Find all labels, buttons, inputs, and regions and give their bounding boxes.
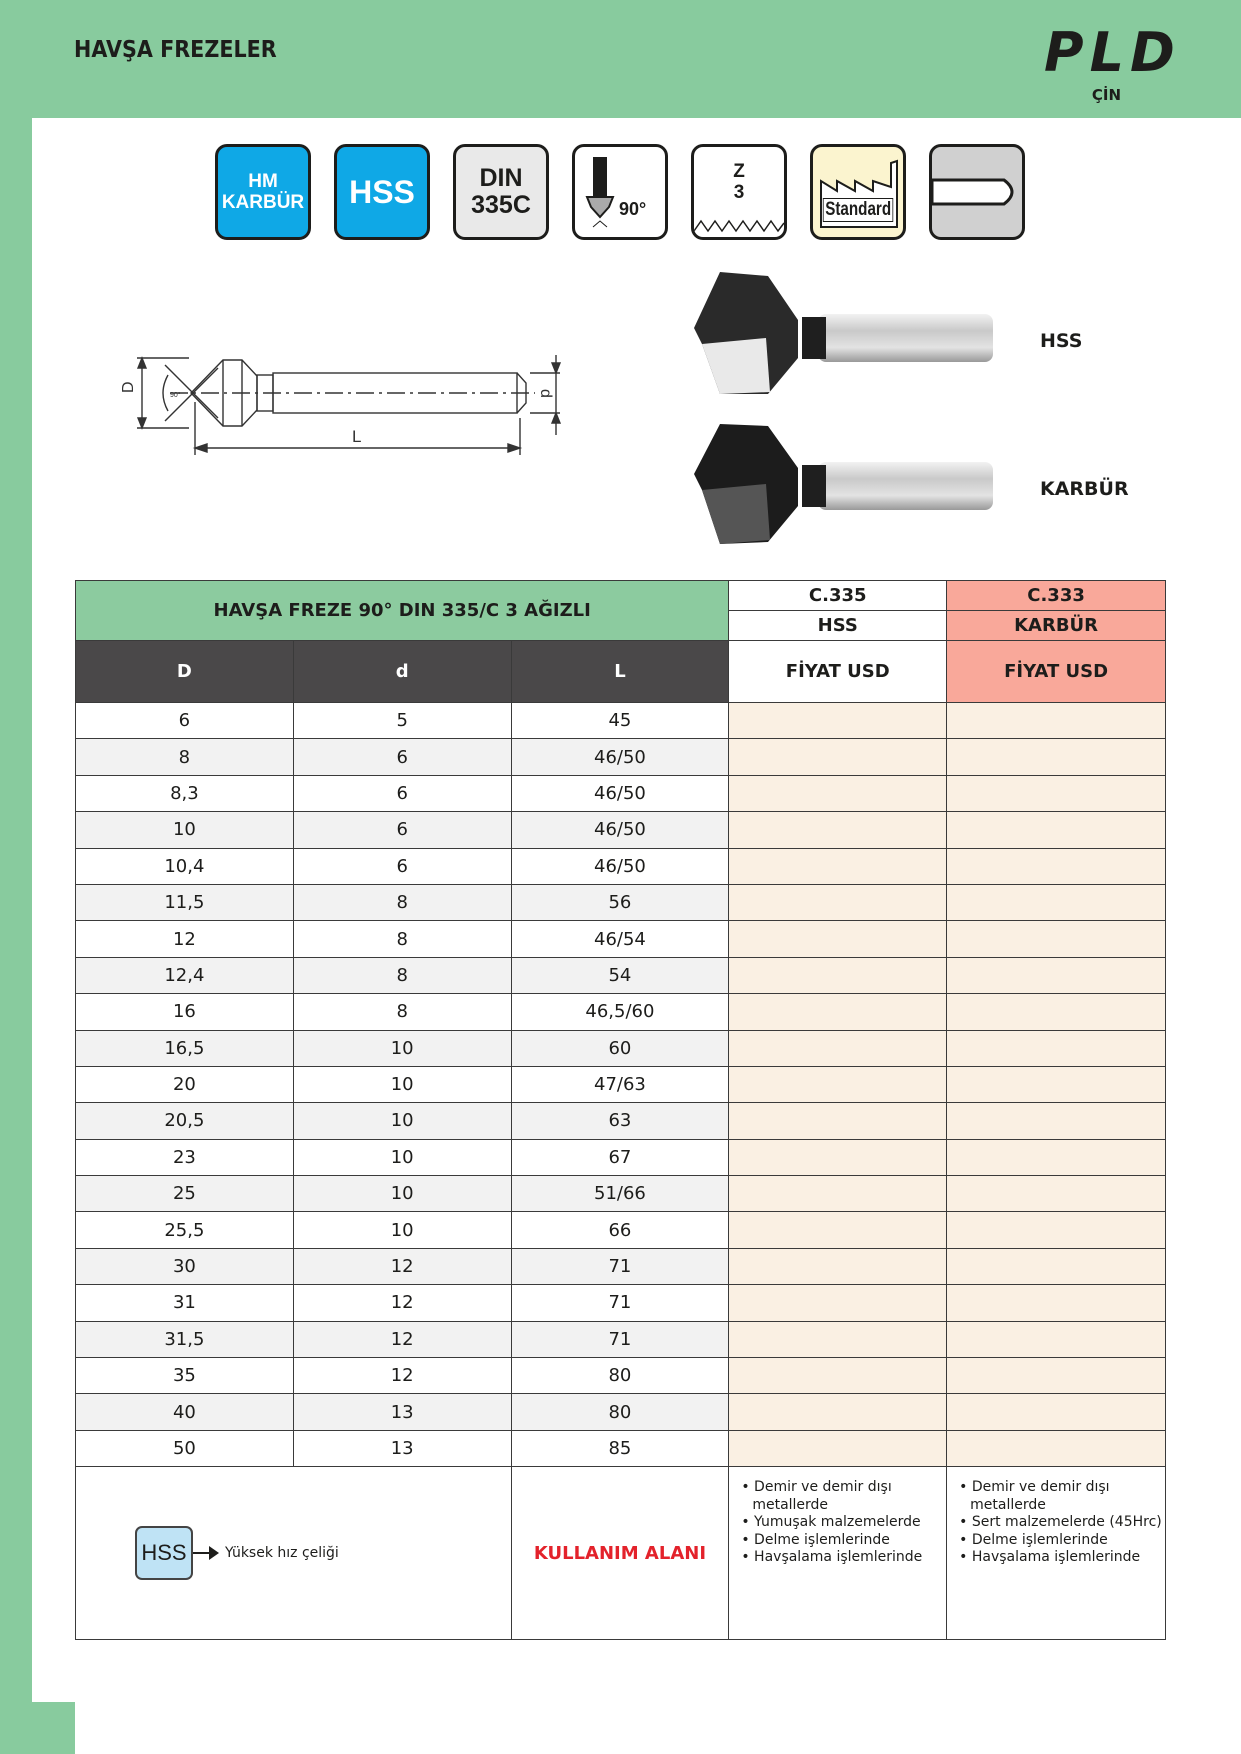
cell-L: 60 bbox=[511, 1030, 729, 1066]
cell-D: 35 bbox=[76, 1358, 294, 1394]
price-cell-karbur bbox=[947, 1030, 1166, 1066]
column-header-d: d bbox=[293, 641, 511, 703]
cell-D: 40 bbox=[76, 1394, 294, 1430]
usage-item: • Havşalama işlemlerinde bbox=[959, 1549, 1165, 1567]
table-row bbox=[76, 921, 1166, 957]
price-cell-karbur bbox=[947, 1285, 1166, 1321]
cell-D: 12 bbox=[76, 921, 294, 957]
cell-D: 6 bbox=[76, 703, 294, 739]
cell-D: 25 bbox=[76, 1176, 294, 1212]
diagram-label-L: L bbox=[352, 427, 362, 446]
usage-item: • Yumuşak malzemelerde bbox=[741, 1514, 946, 1532]
column-header-L: L bbox=[511, 641, 729, 703]
table-row bbox=[76, 1321, 1166, 1357]
cell-L: 46/50 bbox=[511, 812, 729, 848]
cell-d: 8 bbox=[293, 994, 511, 1030]
cell-d: 12 bbox=[293, 1285, 511, 1321]
price-cell-hss bbox=[729, 848, 947, 884]
cell-d: 10 bbox=[293, 1176, 511, 1212]
table-row bbox=[76, 957, 1166, 993]
price-cell-hss bbox=[729, 703, 947, 739]
cell-d: 12 bbox=[293, 1248, 511, 1284]
price-cell-karbur bbox=[947, 994, 1166, 1030]
cell-D: 50 bbox=[76, 1430, 294, 1466]
hss-price-header: FİYAT USD bbox=[729, 641, 947, 703]
price-cell-karbur bbox=[947, 921, 1166, 957]
cell-D: 8,3 bbox=[76, 775, 294, 811]
teeth-glyph bbox=[694, 217, 784, 233]
cell-L: 80 bbox=[511, 1358, 729, 1394]
din-335c-icon: DIN 335C bbox=[453, 144, 549, 240]
left-band bbox=[0, 0, 32, 1754]
cell-L: 71 bbox=[511, 1321, 729, 1357]
cell-L: 46/50 bbox=[511, 739, 729, 775]
price-cell-karbur bbox=[947, 1066, 1166, 1102]
cell-d: 10 bbox=[293, 1030, 511, 1066]
cell-D: 20 bbox=[76, 1066, 294, 1102]
usage-hss-list bbox=[729, 1467, 946, 1567]
cell-d: 12 bbox=[293, 1358, 511, 1394]
cell-L: 46/54 bbox=[511, 921, 729, 957]
hss-icon: HSS bbox=[334, 144, 430, 240]
usage-item: • Demir ve demir dışı metallerde bbox=[959, 1479, 1165, 1514]
cell-d: 10 bbox=[293, 1139, 511, 1175]
cell-d: 5 bbox=[293, 703, 511, 739]
price-cell-hss bbox=[729, 1103, 947, 1139]
page-title: HAVŞA FREZELER bbox=[74, 37, 277, 63]
table-row bbox=[76, 1066, 1166, 1102]
hss-code: C.335 bbox=[729, 581, 947, 611]
cell-d: 8 bbox=[293, 957, 511, 993]
diagram-label-D: D bbox=[120, 381, 137, 393]
cell-D: 31,5 bbox=[76, 1321, 294, 1357]
cell-d: 6 bbox=[293, 775, 511, 811]
price-cell-karbur bbox=[947, 739, 1166, 775]
price-cell-karbur bbox=[947, 1103, 1166, 1139]
cell-D: 20,5 bbox=[76, 1103, 294, 1139]
feature-icons bbox=[215, 144, 1025, 240]
cell-d: 10 bbox=[293, 1103, 511, 1139]
cell-L: 67 bbox=[511, 1139, 729, 1175]
brand-country: ÇİN bbox=[1091, 86, 1122, 104]
price-cell-karbur bbox=[947, 1139, 1166, 1175]
usage-item: • Delme işlemlerinde bbox=[959, 1532, 1165, 1550]
cell-D: 25,5 bbox=[76, 1212, 294, 1248]
angle-90-icon: 90° bbox=[572, 144, 668, 240]
usage-item: • Delme işlemlerinde bbox=[741, 1532, 946, 1550]
usage-karbur-list bbox=[947, 1467, 1165, 1567]
cell-D: 11,5 bbox=[76, 884, 294, 920]
brand-logo: PLD bbox=[1044, 21, 1181, 84]
flutes-z3-icon: Z 3 bbox=[691, 144, 787, 240]
price-cell-hss bbox=[729, 1030, 947, 1066]
price-cell-karbur bbox=[947, 957, 1166, 993]
price-cell-karbur bbox=[947, 1394, 1166, 1430]
price-cell-karbur bbox=[947, 775, 1166, 811]
price-cell-karbur bbox=[947, 1321, 1166, 1357]
shank-glyph bbox=[932, 172, 1022, 212]
price-cell-hss bbox=[729, 775, 947, 811]
price-cell-karbur bbox=[947, 1212, 1166, 1248]
footer-tab bbox=[0, 1702, 75, 1754]
factory-glyph bbox=[813, 147, 903, 237]
price-cell-karbur bbox=[947, 812, 1166, 848]
usage-item: • Sert malzemelerde (45Hrc) bbox=[959, 1514, 1165, 1532]
price-cell-hss bbox=[729, 1358, 947, 1394]
cell-D: 31 bbox=[76, 1285, 294, 1321]
karbur-tool-photo bbox=[690, 420, 1010, 550]
column-header-D: D bbox=[76, 641, 294, 703]
price-cell-karbur bbox=[947, 703, 1166, 739]
spec-table bbox=[75, 580, 1166, 1640]
cell-D: 16 bbox=[76, 994, 294, 1030]
table-row bbox=[76, 1285, 1166, 1321]
price-cell-karbur bbox=[947, 848, 1166, 884]
cell-d: 8 bbox=[293, 921, 511, 957]
price-cell-hss bbox=[729, 1176, 947, 1212]
cell-D: 10 bbox=[76, 812, 294, 848]
price-cell-karbur bbox=[947, 1358, 1166, 1394]
hm-karbur-icon: HM KARBÜR bbox=[215, 144, 311, 240]
cell-L: 51/66 bbox=[511, 1176, 729, 1212]
table-row bbox=[76, 1430, 1166, 1466]
price-cell-hss bbox=[729, 812, 947, 848]
cell-d: 10 bbox=[293, 1212, 511, 1248]
cell-L: 46/50 bbox=[511, 848, 729, 884]
hss-material: HSS bbox=[729, 611, 947, 641]
karbur-price-header: FİYAT USD bbox=[947, 641, 1166, 703]
table-row bbox=[76, 1030, 1166, 1066]
table-row bbox=[76, 848, 1166, 884]
cell-L: 56 bbox=[511, 884, 729, 920]
cell-L: 63 bbox=[511, 1103, 729, 1139]
standard-icon: Standard bbox=[810, 144, 906, 240]
table-row bbox=[76, 1248, 1166, 1284]
price-cell-karbur bbox=[947, 1430, 1166, 1466]
table-row bbox=[76, 775, 1166, 811]
table-row bbox=[76, 812, 1166, 848]
price-cell-karbur bbox=[947, 1248, 1166, 1284]
hss-tool-photo bbox=[690, 270, 1010, 400]
arrow-right-icon bbox=[193, 1552, 211, 1554]
cylindrical-shank-icon bbox=[929, 144, 1025, 240]
cell-D: 30 bbox=[76, 1248, 294, 1284]
table-row bbox=[76, 1212, 1166, 1248]
cell-L: 71 bbox=[511, 1248, 729, 1284]
cell-L: 66 bbox=[511, 1212, 729, 1248]
price-cell-hss bbox=[729, 994, 947, 1030]
diagram-label-angle: 90° bbox=[170, 392, 181, 399]
cell-d: 12 bbox=[293, 1321, 511, 1357]
usage-karbur-cell bbox=[947, 1467, 1166, 1640]
usage-item: • Havşalama işlemlerinde bbox=[741, 1549, 946, 1567]
diagram-label-d: d bbox=[537, 389, 554, 398]
material-legend bbox=[76, 1467, 512, 1640]
cell-L: 46/50 bbox=[511, 775, 729, 811]
cell-d: 6 bbox=[293, 848, 511, 884]
karbur-photo-label: KARBÜR bbox=[1040, 478, 1129, 500]
legend-text: Yüksek hız çeliği bbox=[225, 1545, 339, 1562]
karbur-material: KARBÜR bbox=[947, 611, 1166, 641]
karbur-code: C.333 bbox=[947, 581, 1166, 611]
cell-L: 85 bbox=[511, 1430, 729, 1466]
cell-D: 12,4 bbox=[76, 957, 294, 993]
cell-d: 6 bbox=[293, 739, 511, 775]
cell-L: 45 bbox=[511, 703, 729, 739]
usage-item: • Demir ve demir dışı metallerde bbox=[741, 1479, 946, 1514]
brand-block bbox=[1044, 21, 1181, 104]
price-cell-hss bbox=[729, 1285, 947, 1321]
cell-L: 54 bbox=[511, 957, 729, 993]
table-row bbox=[76, 884, 1166, 920]
cell-D: 8 bbox=[76, 739, 294, 775]
price-cell-hss bbox=[729, 1430, 947, 1466]
cell-D: 23 bbox=[76, 1139, 294, 1175]
price-cell-hss bbox=[729, 1066, 947, 1102]
cell-d: 13 bbox=[293, 1430, 511, 1466]
cell-d: 10 bbox=[293, 1066, 511, 1102]
usage-label-cell bbox=[511, 1467, 729, 1640]
table-row bbox=[76, 739, 1166, 775]
cell-L: 46,5/60 bbox=[511, 994, 729, 1030]
cell-L: 47/63 bbox=[511, 1066, 729, 1102]
price-cell-hss bbox=[729, 739, 947, 775]
cell-D: 10,4 bbox=[76, 848, 294, 884]
price-cell-hss bbox=[729, 1212, 947, 1248]
price-cell-hss bbox=[729, 1321, 947, 1357]
price-cell-karbur bbox=[947, 884, 1166, 920]
price-cell-hss bbox=[729, 884, 947, 920]
cell-D: 16,5 bbox=[76, 1030, 294, 1066]
table-row bbox=[76, 1176, 1166, 1212]
usage-hss-cell bbox=[729, 1467, 947, 1640]
price-cell-karbur bbox=[947, 1176, 1166, 1212]
cell-d: 8 bbox=[293, 884, 511, 920]
hss-photo-label: HSS bbox=[1040, 330, 1083, 352]
technical-drawing bbox=[110, 340, 580, 470]
table-row bbox=[76, 703, 1166, 739]
countersink-glyph bbox=[575, 147, 665, 237]
price-cell-hss bbox=[729, 1248, 947, 1284]
table-row bbox=[76, 1139, 1166, 1175]
cell-L: 80 bbox=[511, 1394, 729, 1430]
price-cell-hss bbox=[729, 1394, 947, 1430]
table-row bbox=[76, 994, 1166, 1030]
table-row bbox=[76, 1358, 1166, 1394]
price-cell-hss bbox=[729, 957, 947, 993]
table-row bbox=[76, 1394, 1166, 1430]
usage-label: KULLANIM ALANI bbox=[533, 1542, 707, 1564]
table-title: HAVŞA FREZE 90° DIN 335/C 3 AĞIZLI bbox=[76, 581, 729, 641]
cell-d: 6 bbox=[293, 812, 511, 848]
cell-L: 71 bbox=[511, 1285, 729, 1321]
hss-legend-chip: HSS bbox=[135, 1526, 193, 1580]
price-cell-hss bbox=[729, 921, 947, 957]
price-cell-hss bbox=[729, 1139, 947, 1175]
cell-d: 13 bbox=[293, 1394, 511, 1430]
table-row bbox=[76, 1103, 1166, 1139]
